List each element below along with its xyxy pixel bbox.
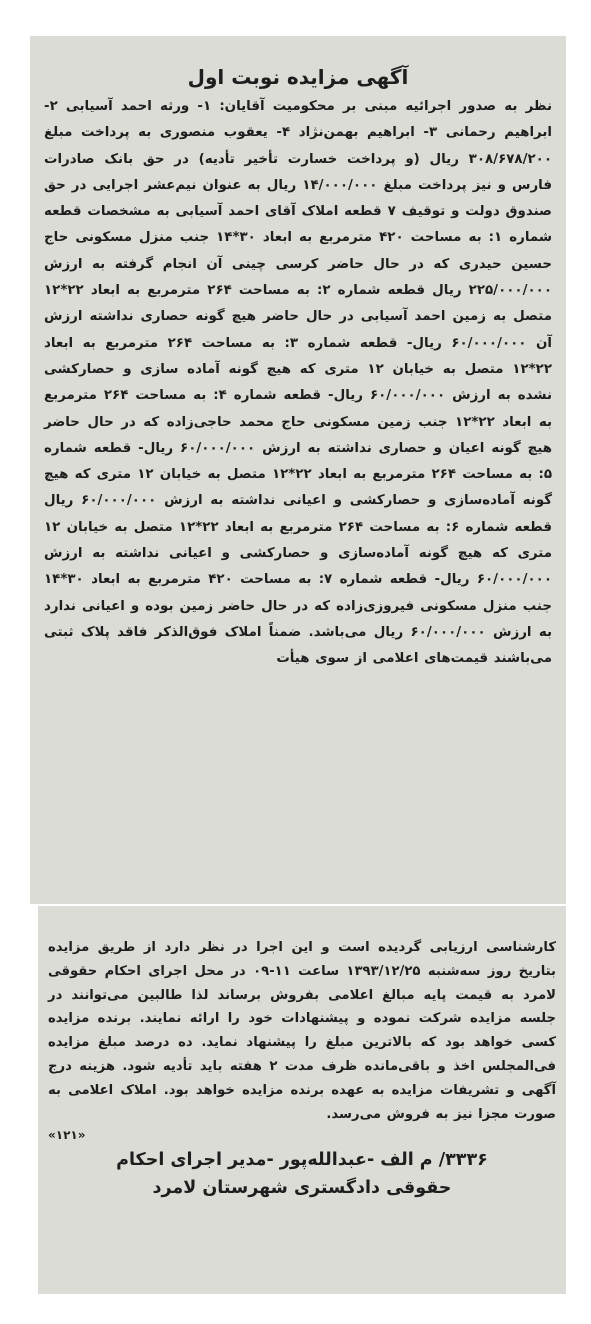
signature-line-1: ۳۳۳۶/ م الف -عبدالله‌پور -مدیر اجرای احکام — [116, 1150, 488, 1171]
notice-title: آگهی مزایده نوبت اول — [187, 65, 409, 89]
notice-clipping-bottom — [38, 906, 566, 1294]
notice-body-part2: کارشناسی ارزیابی گردیده است و این اجرا در نظر دارد از طریق مزایده بتاریخ روز سه‌شنبه ۱۳۹۳/۱۲/۲۵ ساعت ۱۱-۰۹ در محل اجرای احکام حقوقی لامرد به قیمت پایه مبالغ اعلامی بفروش برساند لذا طالبین می‌توانند در جلسه مزایده شرکت نموده و پیشنهادات خود را ارائه نمایند. برنده مزایده کسی خواهد بود که بالاترین مبلغ را پیشنهاد نماید. ده درصد مبلغ مزایده فی‌المجلس اخذ و باقی‌مانده ظرف مدت ۲ هفته باید تأدیه شود. هزینه درج آگهی و تشریفات مزایده به عهده برنده مزایده خواهد بود. املاک اعلامی به صورت مجزا نیز به فروش می‌رسد. — [48, 940, 556, 1122]
notice-clipping-top — [30, 36, 566, 904]
notice-reference-number: «۱۲۱» — [48, 1128, 86, 1143]
signature-line-2: حقوقی دادگستری شهرستان لامرد — [152, 1178, 452, 1199]
notice-body-part1: نظر به صدور اجرائیه مبنی بر محکومیت آقایان: ۱- ورثه احمد آسیابی ۲- ابراهیم رحمانی ۳- ابراهیم بهمن‌نژاد ۴- یعقوب منصوری به پرداخت مبلغ ۳۰۸/۶۷۸/۲۰۰ ریال (و پرداخت خسارت تأخیر تأدیه) در حق بانک صادرات فارس و نیز پرداخت مبلغ ۱۴/۰۰۰/۰۰۰ ریال به عنوان نیم‌عشر اجرایی در حق صندوق دولت و توقیف ۷ قطعه املاک آقای احمد آسیابی به مشخصات قطعه شماره ۱: به مساحت ۴۲۰ مترمربع به ابعاد ۳۰*۱۴ جنب منزل مسکونی حاج حسین حیدری که در حال حاضر کرسی چینی آن انجام گرفته به ارزش ۲۲۵/۰۰۰/۰۰۰ ریال قطعه شماره ۲: به مساحت ۲۶۴ مترمربع به ابعاد ۲۲*۱۲ متصل به زمین احمد آسیابی در حال حاضر هیچ گونه حصاری نداشته ارزش آن ۶۰/۰۰۰/۰۰۰ ریال- قطعه شماره ۳: به مساحت ۲۶۴ مترمربع به ابعاد ۲۲*۱۲ متصل به خیابان ۱۲ متری که هیچ گونه آماده سازی و حصارکشی نشده به ارزش ۶۰/۰۰۰/۰۰۰ ریال- قطعه شماره ۴: به مساحت ۲۶۴ مترمربع به ابعاد ۲۲*۱۲ جنب زمین مسکونی حاج محمد حاجی‌زاده که در حال حاضر هیچ گونه اعیان و حصاری نداشته به ارزش ۶۰/۰۰۰/۰۰۰ ریال- قطعه شماره ۵: به مساحت ۲۶۴ مترمربع به ابعاد ۲۲*۱۲ متصل به خیابان ۱۲ متری که هیچ گونه آماده‌سازی و حصارکشی و اعیانی نداشته به ارزش ۶۰/۰۰۰/۰۰۰ ریال قطعه شماره ۶: به مساحت ۲۶۴ مترمربع به ابعاد ۲۲*۱۲ متصل به خیابان ۱۲ متری که هیچ گونه آماده‌سازی و حصارکشی و اعیانی نداشته به ارزش ۶۰/۰۰۰/۰۰۰ ریال- قطعه شماره ۷: به مساحت ۴۲۰ مترمربع به ابعاد ۳۰*۱۴ جنب منزل مسکونی فیروزی‌زاده که در حال حاضر زمین بوده و اعیانی ندارد به ارزش ۶۰/۰۰۰/۰۰۰ ریال می‌باشد. ضمناً املاک فوق‌الذکر فاقد پلاک ثبتی می‌باشند قیمت‌های اعلامی از سوی هیأت — [44, 99, 553, 667]
